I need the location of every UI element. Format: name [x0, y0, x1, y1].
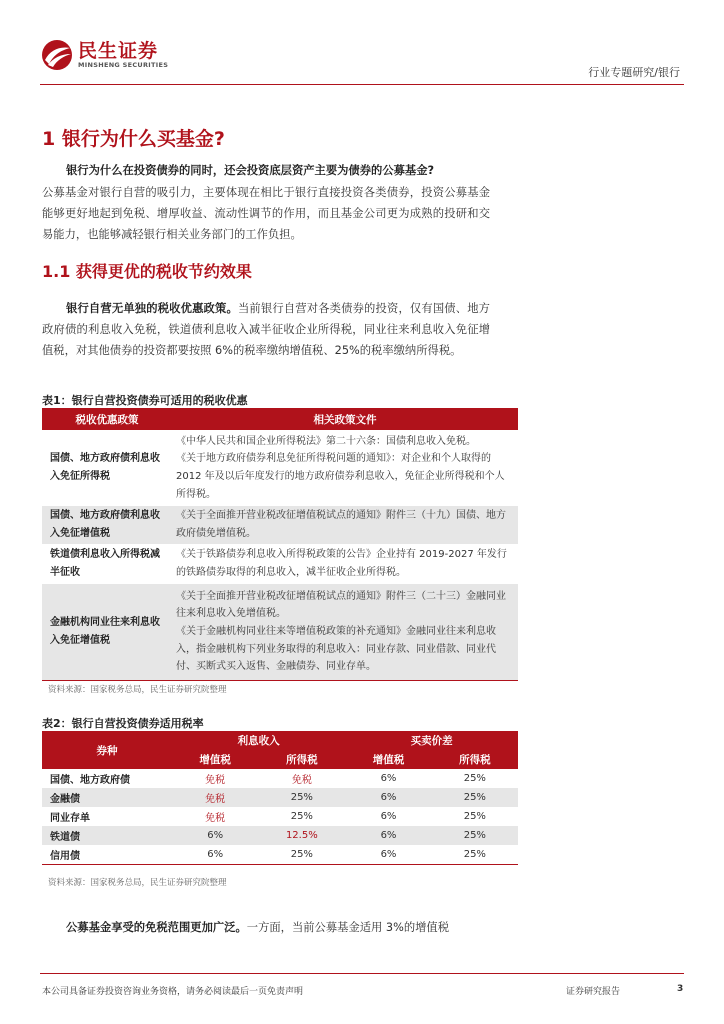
sub-header: 所得税	[432, 750, 518, 769]
col-group-interest: 利息收入	[172, 731, 345, 750]
rate-cell: 12.5%	[258, 826, 345, 845]
rate-cell: 25%	[258, 845, 345, 864]
doc-line: 《关于铁路债券利息收入所得税政策的公告》企业持有 2019-2027 年发行的铁路债券取得的利息收入，减半征收企业所得税。	[176, 549, 507, 578]
rate-cell: 25%	[258, 788, 345, 807]
rate-cell: 6%	[380, 811, 397, 822]
doc-line: 《关于全面推开营业税改征增值税试点的通知》附件三（十九）国债、地方政府债免增值税。	[176, 510, 506, 539]
closing-paragraph	[42, 917, 490, 938]
paragraph-lead: 公募基金享受的免税范围更加广泛。	[66, 921, 247, 934]
table-row	[42, 544, 518, 584]
rate-cell: 25%	[463, 811, 486, 822]
docs-cell	[172, 584, 518, 680]
paragraph-body: 一方面，当前公募基金适用 3%的增值税	[246, 921, 450, 934]
section-1-paragraph: 公募基金对银行自营的吸引力，主要体现在相比于银行直接投资各类债券，投资公募基金能够更好地起到免税、增厚收益、流动性调节的作用，而且基金公司更为成熟的投研和交易能力，也能够减轻银行相关业务部门的工作负担。	[42, 186, 490, 241]
table-2-caption: 表2：银行自营投资债券适用税率	[42, 717, 204, 730]
rate-cell: 25%	[432, 788, 518, 807]
table-row	[42, 826, 518, 845]
rate-cell: 25%	[432, 845, 518, 864]
rate-cell: 6%	[380, 773, 397, 784]
rate-cell: 25%	[290, 811, 313, 822]
sub-header: 增值税	[172, 750, 258, 769]
section-1-1-paragraph	[42, 298, 490, 361]
section-1-question	[42, 160, 490, 181]
header-divider	[40, 84, 684, 85]
bond-type-cell: 金融债	[42, 788, 172, 807]
footer-disclaimer: 本公司具备证券投资咨询业务资格，请务必阅读最后一页免责声明	[42, 987, 304, 997]
minsheng-logo-icon	[40, 38, 74, 72]
section-1-1-title: 1.1 获得更优的税收节约效果	[42, 262, 252, 281]
table-1-source: 资料来源：国家税务总局，民生证券研究院整理	[48, 685, 227, 695]
sub-header: 所得税	[258, 750, 345, 769]
footer-divider	[40, 973, 684, 974]
rate-cell: 免税	[205, 775, 226, 786]
col-header-docs: 相关政策文件	[172, 408, 518, 430]
col-header-policy: 税收优惠政策	[42, 408, 172, 430]
tax-rate-table	[42, 731, 518, 865]
policy-cell: 国债、地方政府债利息收入免征所得税	[50, 453, 160, 482]
sub-header: 增值税	[345, 750, 431, 769]
bond-type-cell: 信用债	[42, 845, 172, 864]
rate-cell: 6%	[345, 788, 431, 807]
col-header-type: 券种	[42, 731, 172, 769]
table-1-caption: 表1：银行自营投资债券可适用的税收优惠	[42, 394, 248, 407]
logo-chinese-name: 民生证券	[78, 39, 159, 62]
paragraph-lead: 银行自营无单独的税收优惠政策。	[66, 302, 238, 315]
bond-type-cell: 同业存单	[50, 813, 90, 824]
table-row	[42, 506, 518, 544]
page-number: 3	[677, 984, 684, 994]
docs-cell	[172, 430, 518, 506]
doc-line: 《关于金融机构同业往来等增值税政策的补充通知》金融同业往来利息收入，指金融机构下列业务取得的利息收入：同业存款、同业借款、同业代付、买断式买入返售、金融债券、同业存单。	[176, 625, 496, 673]
doc-line: 《关于地方政府债券利息免征所得税问题的通知》：对企业和个人取得的 2012 年及以后年度发行的地方政府债券利息收入，免征企业所得税和个人所得税。	[176, 453, 505, 500]
page-header	[40, 38, 684, 86]
policy-cell: 国债、地方政府债利息收入免征增值税	[42, 506, 172, 544]
footer-report-type: 证券研究报告	[566, 987, 621, 997]
rate-cell: 6%	[172, 826, 258, 845]
table-row	[42, 788, 518, 807]
paragraph-body: 当前银行自营对各类债券的投资，仅有国债、地方政府债的利息收入免税，铁道债利息收入减半征收企业所得税，同业往来利息收入免征增值税，对其他债券的投资都要按照 6%的税率缴纳增值税、25%的税率缴纳所得税。	[42, 302, 490, 357]
rate-cell: 免税	[205, 813, 226, 824]
section-1-title: 1 银行为什么买基金?	[42, 128, 225, 150]
rate-cell: 免税	[172, 788, 258, 807]
rate-cell: 免税	[291, 775, 312, 786]
table-row	[42, 845, 518, 864]
policy-cell: 铁道债利息收入所得税减半征收	[50, 549, 160, 578]
report-category: 行业专题研究/银行	[588, 66, 680, 79]
question-text: 银行为什么在投资债券的同时，还会投资底层资产主要为债券的公募基金?	[66, 164, 435, 177]
policy-cell: 金融机构同业往来利息收入免征增值税	[42, 584, 172, 680]
bond-type-cell: 国债、地方政府债	[50, 775, 130, 786]
table-header-row	[42, 408, 518, 430]
table-row	[42, 430, 518, 506]
tax-policy-table	[42, 408, 518, 681]
table-header-row	[42, 731, 518, 750]
docs-cell	[172, 506, 518, 544]
col-group-spread: 买卖价差	[345, 731, 518, 750]
rate-cell: 6%	[172, 845, 258, 864]
logo-english-name: MINSHENG SECURITIES	[78, 60, 169, 69]
doc-line: 《中华人民共和国企业所得税法》第二十六条：国债利息收入免税。	[176, 435, 476, 447]
rate-cell: 25%	[432, 826, 518, 845]
docs-cell	[172, 544, 518, 584]
rate-cell: 25%	[463, 773, 486, 784]
rate-cell: 6%	[345, 826, 431, 845]
bond-type-cell: 铁道债	[42, 826, 172, 845]
doc-line: 《关于全面推开营业税改征增值税试点的通知》附件三（二十三）金融同业往来利息收入免增值税。	[176, 590, 506, 620]
table-row	[42, 584, 518, 680]
rate-cell: 6%	[345, 845, 431, 864]
table-row	[42, 807, 518, 826]
table-row	[42, 769, 518, 788]
company-logo	[40, 38, 168, 72]
table-2-source: 资料来源：国家税务总局，民生证券研究院整理	[48, 878, 227, 888]
